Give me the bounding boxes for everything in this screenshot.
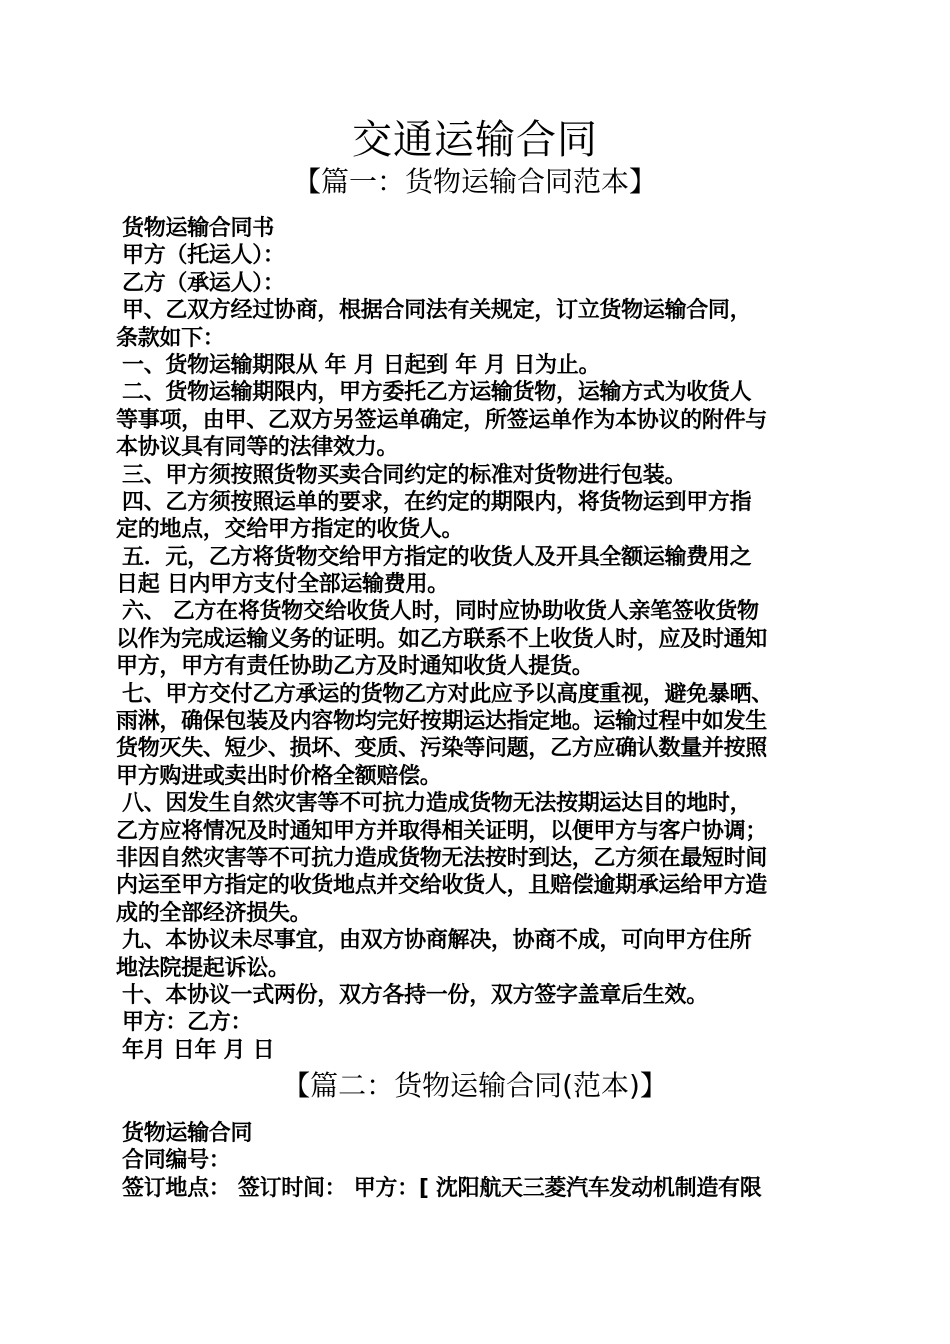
clause-line: 等事项，由甲、乙双方另签运单确定，所签运单作为本协议的附件与 — [116, 407, 768, 433]
document-title: 交通运输合同 — [352, 117, 598, 163]
section-body-1 — [116, 215, 841, 1064]
paragraph-line: 条款如下： — [116, 325, 225, 351]
clause-line: 二、货物运输期限内，甲方委托乙方运输货物，运输方式为收货人 — [122, 380, 752, 406]
clause-line: 雨淋，确保包装及内容物均完好按期运达指定地。运输过程中如发生 — [116, 709, 768, 735]
signing-info-line: 签订地点： 签订时间： 甲方：[ 沈阳航天三菱汽车发动机制造有限 — [122, 1175, 762, 1201]
clause-line: 甲方购进或卖出时价格全额赔偿。 — [116, 763, 442, 789]
clause-line: 六、 乙方在将货物交给收货人时，同时应协助收货人亲笔签收货物 — [122, 599, 759, 625]
contract-heading: 货物运输合同 — [122, 1121, 253, 1146]
clause-line: 九、本协议未尽事宜，由双方协商解决，协商不成，可向甲方住所 — [122, 928, 752, 954]
clause-line: 乙方应将情况及时通知甲方并取得相关证明，以便甲方与客户协调； — [116, 818, 768, 844]
clause-line: 非因自然灾害等不可抗力造成货物无法按时到达，乙方须在最短时间 — [116, 845, 768, 871]
clause-line: 内运至甲方指定的收货地点并交给收货人，且赔偿逾期承运给甲方造 — [116, 873, 768, 899]
section-body-2 — [116, 1120, 841, 1202]
clause-line: 十、本协议一式两份，双方各持一份，双方签字盖章后生效。 — [122, 982, 708, 1008]
clause-line: 五．元，乙方将货物交给甲方指定的收货人及开具全额运输费用之 — [122, 544, 752, 570]
clause-line: 三、甲方须按照货物买卖合同约定的标准对货物进行包装。 — [122, 462, 687, 488]
party-b-line: 乙方（承运人）： — [122, 270, 285, 296]
clause-line: 日起 日内甲方支付全部运输费用。 — [116, 572, 449, 598]
clause-line: 以作为完成运输义务的证明。如乙方联系不上收货人时，应及时通知 — [116, 626, 768, 652]
party-a-line: 甲方（托运人）： — [122, 243, 285, 269]
clause-line: 甲方，甲方有责任协助乙方及时通知收货人提货。 — [116, 654, 594, 680]
clause-line: 一、货物运输期限从 年 月 日起到 年 月 日为止。 — [122, 352, 601, 378]
clause-line: 定的地点，交给甲方指定的收货人。 — [116, 517, 464, 543]
section-heading-2: 【篇二：货物运输合同(范本)】 — [282, 1069, 668, 1102]
clause-line: 地法院提起诉讼。 — [116, 955, 290, 981]
clause-line: 四、乙方须按照运单的要求，在约定的期限内，将货物运到甲方指 — [122, 489, 752, 515]
date-line: 年月 日年 月 日 — [122, 1037, 275, 1063]
clause-line: 七、甲方交付乙方承运的货物乙方对此应予以高度重视，避免暴晒、 — [122, 681, 774, 707]
section-heading-1: 【篇一：货物运输合同范本】 — [292, 165, 657, 198]
clause-line: 本协议具有同等的法律效力。 — [116, 435, 399, 461]
clause-line: 货物灭失、短少、损坏、变质、污染等问题，乙方应确认数量并按照 — [116, 736, 768, 762]
contract-number-line: 合同编号： — [122, 1148, 231, 1174]
signature-line: 甲方：乙方： — [122, 1010, 253, 1036]
clause-line: 八、因发生自然灾害等不可抗力造成货物无法按期运达目的地时， — [122, 791, 752, 817]
clause-line: 成的全部经济损失。 — [116, 900, 312, 926]
contract-heading: 货物运输合同书 — [122, 216, 274, 241]
paragraph-line: 甲、乙双方经过协商，根据合同法有关规定，订立货物运输合同， — [122, 298, 752, 324]
